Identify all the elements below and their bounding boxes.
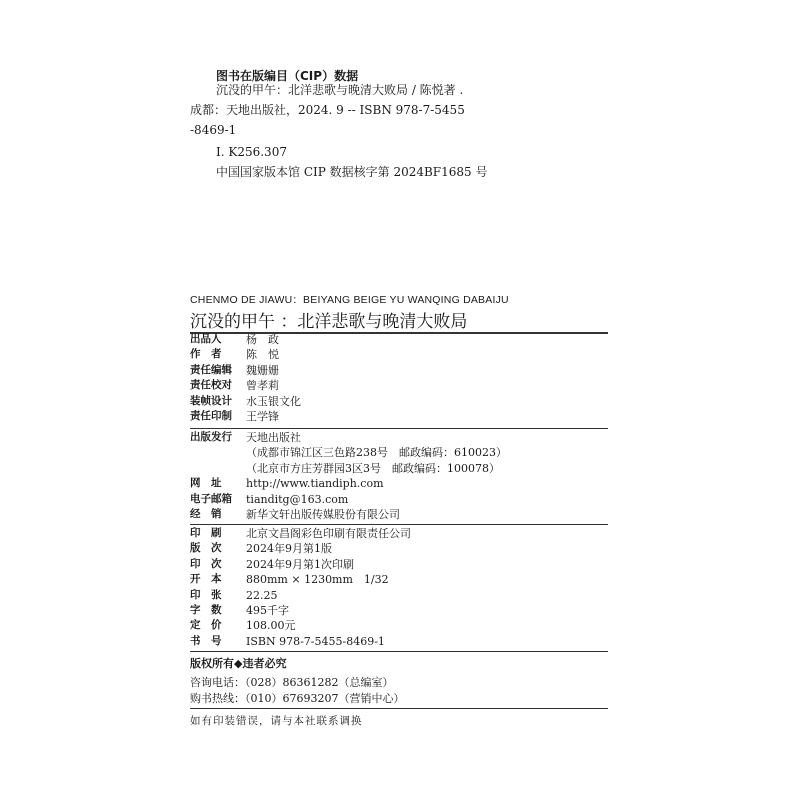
footer-divider (190, 708, 608, 709)
publisher-divider (190, 524, 608, 525)
credit-label: 责任印制 (190, 409, 232, 422)
publisher-row (190, 492, 507, 507)
publisher-name: 天地出版社 (246, 431, 301, 444)
print-divider (190, 651, 608, 652)
credit-row (190, 378, 301, 393)
credit-label: 出品人 (190, 333, 222, 345)
publisher-website[interactable]: http://www.tiandiph.com (246, 477, 384, 491)
credit-row (190, 363, 301, 378)
print-row (190, 588, 411, 603)
cip-line-title: 沉没的甲午：北洋悲歌与晚清大败局 / 陈悦著 . (216, 83, 464, 97)
cip-line-classification: Ⅰ. K256.307 (216, 145, 287, 159)
publisher-row (190, 507, 507, 522)
print-label: 印 张 (190, 588, 222, 601)
cip-line-publisher: 成都：天地出版社，2024. 9 -- ISBN 978-7-5455 (190, 103, 465, 117)
publisher-row (190, 430, 507, 445)
print-label: 书 号 (190, 634, 222, 647)
print-value: 108.00元 (246, 619, 296, 633)
publisher-label: 出版发行 (190, 431, 232, 443)
print-label: 印 次 (190, 557, 222, 570)
publisher-distributor: 新华文轩出版传媒股份有限公司 (246, 507, 400, 521)
print-row (190, 618, 411, 633)
publisher-row (190, 476, 507, 491)
credit-label: 责任编辑 (190, 363, 232, 376)
print-value: ISBN 978-7-5455-8469-1 (246, 634, 385, 648)
print-row (190, 603, 411, 618)
credit-value: 王学锋 (246, 409, 279, 423)
print-row (190, 634, 411, 649)
book-title-pinyin: CHENMO DE JIAWU：BEIYANG BEIGE YU WANQING DABAIJU (190, 294, 509, 306)
print-label: 字 数 (190, 603, 222, 616)
credit-row (190, 332, 301, 347)
credit-row (190, 347, 301, 362)
print-row (190, 526, 411, 541)
print-row (190, 541, 411, 556)
print-value: 22.25 (246, 588, 278, 602)
publisher-address-beijing: （北京市方庄芳群园3区3号 邮政编码：100078） (246, 461, 500, 475)
book-title-chinese: 沉没的甲午 ：北洋悲歌与晚清大败局 (190, 312, 468, 332)
sales-hotline: 购书热线：（010）67693207（营销中心） (190, 692, 405, 705)
cip-line-record-number: 中国国家版本馆 CIP 数据核字第 2024BF1685 号 (216, 165, 488, 179)
publisher-address-row (190, 445, 507, 460)
cip-line-isbn-end: -8469-1 (190, 123, 237, 137)
publisher-address-chengdu: （成都市锦江区三色路238号 邮政编码：610023） (246, 446, 507, 460)
misprint-notice: 如有印装错误，请与本社联系调换 (190, 715, 363, 727)
print-label: 印 刷 (190, 527, 222, 539)
print-value: 495千字 (246, 603, 289, 617)
credit-value: 魏姗姗 (246, 363, 279, 377)
publisher-label: 电子邮箱 (190, 492, 232, 505)
consult-phone: 咨询电话：（028）86361282（总编室） (190, 676, 394, 689)
publisher-email[interactable]: tianditg@163.com (246, 492, 349, 506)
credit-value: 杨 政 (246, 333, 279, 346)
print-label: 开 本 (190, 573, 222, 586)
print-row (190, 557, 411, 572)
publisher-label: 经 销 (190, 507, 222, 520)
credit-label: 装帧设计 (190, 394, 232, 407)
publisher-label: 网 址 (190, 477, 222, 490)
credit-value: 陈 悦 (246, 348, 279, 362)
print-value: 2024年9月第1次印刷 (246, 557, 354, 571)
print-label: 定 价 (190, 619, 222, 632)
credit-value: 水玉银文化 (246, 394, 301, 408)
print-label: 版 次 (190, 542, 222, 555)
print-row (190, 572, 411, 587)
credit-label: 作 者 (190, 348, 222, 361)
print-value: 2024年9月第1版 (246, 542, 332, 556)
publisher-address-row (190, 461, 507, 476)
print-section (190, 526, 411, 649)
copyright-notice: 版权所有◆违者必究 (190, 657, 287, 670)
publisher-section (190, 430, 507, 522)
print-value: 北京文昌阁彩色印刷有限责任公司 (246, 527, 411, 540)
cip-heading: 图书在版编目（CIP）数据 (216, 69, 359, 83)
print-value: 880mm × 1230mm 1/32 (246, 573, 389, 587)
credits-divider (190, 428, 608, 429)
credit-label: 责任校对 (190, 379, 232, 392)
credits-section (190, 332, 301, 424)
credit-row (190, 409, 301, 424)
credit-row (190, 394, 301, 409)
credit-value: 曾孝莉 (246, 379, 279, 393)
